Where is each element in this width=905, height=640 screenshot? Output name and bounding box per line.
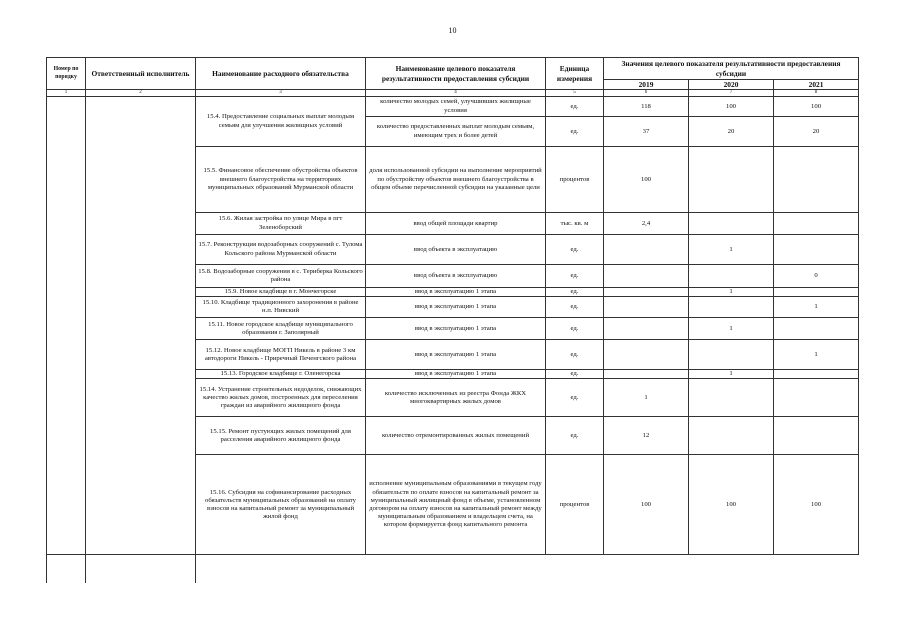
table-row (47, 97, 859, 117)
cell-value-2019 (604, 288, 689, 297)
page-number: 10 (448, 26, 457, 35)
cell-value-2021: 1 (774, 340, 859, 370)
cell-obligation: 15.6. Жилая застройка по улице Мира в пгт Зеленоборский (196, 213, 366, 235)
cell-value-2021: 100 (774, 97, 859, 117)
cell-unit: ед. (546, 417, 604, 455)
cell-unit: ед. (546, 265, 604, 288)
cell-value-2019: 118 (604, 97, 689, 117)
cell-value-2021 (774, 213, 859, 235)
cell-obligation: 15.7. Реконструкция водозаборных сооружений с. Тулома Кольского района Мурманской области (196, 235, 366, 265)
cell-value-2019 (604, 297, 689, 318)
cell-value-2020: 100 (689, 97, 774, 117)
cell-empty (366, 555, 546, 583)
column-number: 3 (196, 90, 366, 97)
cell-obligation: 15.5. Финансовое обеспечение обустройства объектов внешнего благоустройства на территориях муниципальных образований Мурманской области (196, 147, 366, 213)
cell-value-2020 (689, 340, 774, 370)
cell-indicator: ввод в эксплуатацию 1 этапа (366, 340, 546, 370)
cell-value-2021 (774, 417, 859, 455)
cell-unit: ед. (546, 297, 604, 318)
cell-indicator: ввод в эксплуатацию 1 этапа (366, 370, 546, 379)
cell-value-2019 (604, 370, 689, 379)
indicators-table (46, 57, 859, 583)
cell-value-2019: 2,4 (604, 213, 689, 235)
header-year-2020: 2020 (689, 80, 774, 90)
cell-value-2021 (774, 318, 859, 340)
cell-value-2020 (689, 147, 774, 213)
cell-obligation: 15.16. Субсидия на софинансирование расходных обязательств муниципальных образований на оплату взносов на капитальный ремонт за муниципальный жилой фонд (196, 455, 366, 555)
header-obligation: Наименование расходного обязательства (196, 58, 366, 90)
cell-obligation: 15.11. Новое городское кладбище муниципального образования г. Заполярный (196, 318, 366, 340)
cell-unit: ед. (546, 318, 604, 340)
cell-unit: ед. (546, 117, 604, 147)
cell-value-2019: 1 (604, 379, 689, 417)
cell-value-2021: 0 (774, 265, 859, 288)
cell-value-2019: 37 (604, 117, 689, 147)
cell-value-2019 (604, 235, 689, 265)
cell-indicator: доля использованной субсидии на выполнение мероприятий по обустройству объектов внешнего благоустройства в общем объеме перечисленной субсидии на указанные цели (366, 147, 546, 213)
cell-indicator: исполнение муниципальным образованиями в текущем году обязательств по оплате взносов на капитальный ремонт за муниципальный жилищный фонд в объеме, установленном договором на оплату взносов на капитальный ремонт между муниципальным образованием и владельцем счета, на котором формируется фонд капитального ремонта (366, 455, 546, 555)
cell-number (47, 555, 86, 583)
table-row (47, 555, 859, 583)
header-year-2019: 2019 (604, 80, 689, 90)
cell-indicator: количество предоставленных выплат молодым семьям, имеющим трех и более детей (366, 117, 546, 147)
header-unit: Единица измерения (546, 58, 604, 90)
cell-unit: ед. (546, 235, 604, 265)
header-executor: Ответственный исполнитель (86, 58, 196, 90)
cell-indicator: количество отремонтированных жилых помещений (366, 417, 546, 455)
column-number: 8 (774, 90, 859, 97)
cell-empty (546, 555, 604, 583)
cell-value-2020: 1 (689, 370, 774, 379)
cell-obligation: 15.10. Кладбище традиционного захоронения в районе н.п. Нивский (196, 297, 366, 318)
column-number: 2 (86, 90, 196, 97)
cell-unit: ед. (546, 340, 604, 370)
cell-obligation: 15.8. Водозаборные сооружения в с. Териберка Кольского района (196, 265, 366, 288)
header-number: Номер по порядку (47, 58, 86, 90)
header-indicator: Наименование целевого показателя результативности предоставления субсидии (366, 58, 546, 90)
cell-empty (689, 555, 774, 583)
cell-value-2019 (604, 265, 689, 288)
cell-unit: тыс. кв. м (546, 213, 604, 235)
cell-value-2019: 100 (604, 147, 689, 213)
cell-indicator: ввод объекта в эксплуатацию (366, 265, 546, 288)
cell-value-2020 (689, 417, 774, 455)
cell-value-2020: 1 (689, 235, 774, 265)
cell-unit: ед. (546, 370, 604, 379)
cell-value-2019 (604, 340, 689, 370)
cell-executor (86, 97, 196, 555)
cell-empty (604, 555, 689, 583)
cell-value-2020 (689, 297, 774, 318)
cell-value-2021 (774, 288, 859, 297)
cell-indicator: количество молодых семей, улучшивших жилищные условия (366, 97, 546, 117)
column-number: 1 (47, 90, 86, 97)
column-number: 4 (366, 90, 546, 97)
cell-obligation: 15.4. Предоставление социальных выплат молодым семьям для улучшения жилищных условий (196, 97, 366, 147)
cell-value-2020 (689, 379, 774, 417)
cell-obligation: 15.12. Новое кладбище МОГП Никель в районе 3 км автодороги Никель - Приречный Печенгского района (196, 340, 366, 370)
cell-value-2020 (689, 213, 774, 235)
cell-value-2021: 20 (774, 117, 859, 147)
cell-value-2020: 20 (689, 117, 774, 147)
cell-value-2021: 1 (774, 297, 859, 318)
cell-obligation: 15.13. Городское кладбище г. Оленегорска (196, 370, 366, 379)
cell-value-2021 (774, 147, 859, 213)
cell-value-2019 (604, 318, 689, 340)
cell-obligation: 15.14. Устранение строительных недоделок, снижающих качество жилых домов, построенных для переселения граждан из аварийного жилищного фонда (196, 379, 366, 417)
cell-indicator: ввод объекта в эксплуатацию (366, 235, 546, 265)
cell-obligation: 15.15. Ремонт пустующих жилых помещений для расселения аварийного жилищного фонда (196, 417, 366, 455)
cell-value-2021 (774, 235, 859, 265)
cell-indicator: ввод общей площади квартир (366, 213, 546, 235)
column-number: 7 (689, 90, 774, 97)
column-number: 5 (546, 90, 604, 97)
cell-empty (196, 555, 366, 583)
cell-value-2021 (774, 379, 859, 417)
cell-unit: ед. (546, 288, 604, 297)
header-values: Значения целевого показателя результативности предоставления субсидии (604, 58, 859, 80)
cell-value-2020: 1 (689, 288, 774, 297)
cell-indicator: количество исключенных из реестра Фонда ЖКХ многоквартирных жилых домов (366, 379, 546, 417)
cell-value-2020: 1 (689, 318, 774, 340)
cell-value-2021 (774, 370, 859, 379)
cell-unit: ед. (546, 379, 604, 417)
cell-unit: ед. (546, 97, 604, 117)
column-number: 6 (604, 90, 689, 97)
cell-value-2019: 100 (604, 455, 689, 555)
cell-value-2019: 12 (604, 417, 689, 455)
cell-unit: процентов (546, 455, 604, 555)
cell-value-2020: 100 (689, 455, 774, 555)
cell-obligation: 15.9. Новое кладбище в г. Мончегорске (196, 288, 366, 297)
cell-empty (774, 555, 859, 583)
cell-unit: процентов (546, 147, 604, 213)
cell-executor (86, 555, 196, 583)
cell-value-2021: 100 (774, 455, 859, 555)
cell-indicator: ввод в эксплуатацию 1 этапа (366, 288, 546, 297)
cell-indicator: ввод в эксплуатацию 1 этапа (366, 318, 546, 340)
header-year-2021: 2021 (774, 80, 859, 90)
cell-value-2020 (689, 265, 774, 288)
cell-number (47, 97, 86, 555)
cell-indicator: ввод в эксплуатацию 1 этапа (366, 297, 546, 318)
